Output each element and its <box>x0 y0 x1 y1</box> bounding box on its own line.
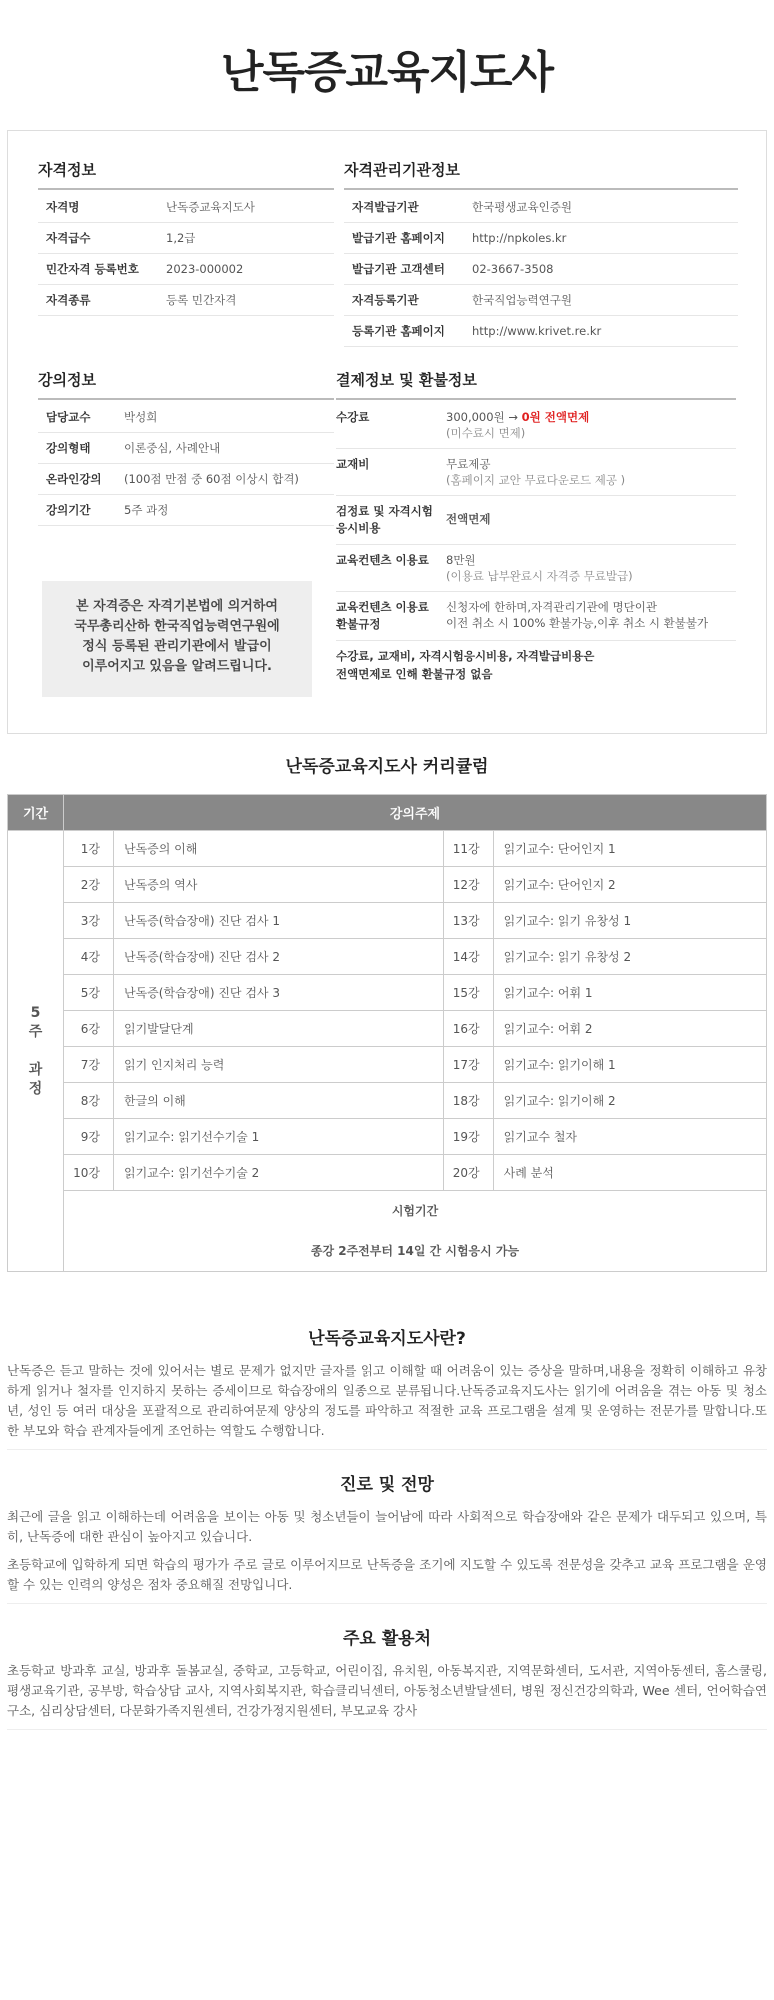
table-row <box>8 867 767 903</box>
org-info-label: 자격등록기관 <box>352 293 419 307</box>
lecture-subject: 읽기발달단계 <box>114 1011 444 1047</box>
lecture-subject: 읽기교수 철자 <box>493 1119 766 1155</box>
notice-line: 국무총리산하 한국직업능력연구원에 <box>74 619 280 634</box>
info-box <box>7 130 767 734</box>
lecture-number: 10강 <box>64 1155 114 1191</box>
lecture-subject: 읽기교수: 읽기 유창성 1 <box>493 903 766 939</box>
section-paragraph: 초등학교에 입학하게 되면 학습의 평가가 주로 글로 이루어지므로 난독증을 조기에 지도할 수 있도록 전문성을 갖추고 교육 프로그램을 운영할 수 있는 인력의 양성은 점차 중요해질 전망입니다. <box>7 1557 767 1592</box>
lecture-number: 12강 <box>443 867 493 903</box>
org-info-section <box>344 159 738 347</box>
table-row <box>8 831 767 867</box>
lecture-subject: 난독증의 역사 <box>114 867 444 903</box>
lecture-subject: 읽기교수: 단어인지 1 <box>493 831 766 867</box>
qual-info-label: 자격종류 <box>46 293 91 307</box>
lecture-subject: 읽기교수: 읽기선수기술 2 <box>114 1155 444 1191</box>
lecture-info-row <box>38 433 334 464</box>
material-sub: (홈페이지 교안 무료다운로드 제공 ) <box>446 473 626 487</box>
info-section <box>7 1450 767 1604</box>
lecture-number: 11강 <box>443 831 493 867</box>
exam-fee-label: 검정료 및 자격시험 <box>336 504 433 518</box>
lecture-number: 13강 <box>443 903 493 939</box>
lecture-subject: 읽기 인지처리 능력 <box>114 1047 444 1083</box>
info-section <box>7 1304 767 1450</box>
material-label: 교재비 <box>336 457 370 471</box>
section-paragraph: 초등학교 방과후 교실, 방과후 돌봄교실, 중학교, 고등학교, 어린이집, 유치원, 아동복지관, 지역문화센터, 도서관, 지역아동센터, 홈스쿨링, 평생교육기관, 공부방, 학습상담 교사, 지역사회복지관, 학습클리닉센터, 아동청소년발달센터, 병원 정신건강의학과, Wee 센터, 언어학습연구소, 심리상담센터, 다문화가족지원센터, 건강가정지원센터, 부모교육 강사 <box>7 1663 767 1718</box>
qual-info-value: 난독증교육지도사 <box>166 200 255 214</box>
tuition-row <box>336 402 736 449</box>
refund-label-2: 환불규정 <box>336 617 381 631</box>
refund-note-line: 수강료, 교재비, 자격시험응시비용, 자격발급비용은 <box>336 649 595 663</box>
lecture-info-label: 온라인강의 <box>46 472 102 486</box>
refund-value: 신청자에 한하며,자격관리기관에 명단이관 <box>446 600 657 614</box>
lecture-info-row <box>38 495 334 526</box>
org-info-label: 자격발급기관 <box>352 200 419 214</box>
lecture-info-value: 5주 과정 <box>124 503 169 517</box>
period-cell <box>8 831 64 1272</box>
period-text: 5 <box>30 1004 41 1021</box>
notice-line: 정식 등록된 관리기관에서 발급이 <box>82 639 272 654</box>
lecture-number: 7강 <box>64 1047 114 1083</box>
org-info-row <box>344 223 738 254</box>
exam-fee-row <box>336 496 736 545</box>
lecture-subject: 난독증(학습장애) 진단 검사 1 <box>114 903 444 939</box>
org-info-label: 등록기관 홈페이지 <box>352 324 445 338</box>
material-row <box>336 449 736 496</box>
org-info-row <box>344 254 738 285</box>
lecture-info-value: (100점 만점 중 60점 이상시 합격) <box>124 472 299 486</box>
lecture-subject: 읽기교수: 읽기이해 2 <box>493 1083 766 1119</box>
lecture-number: 9강 <box>64 1119 114 1155</box>
lecture-number: 2강 <box>64 867 114 903</box>
lecture-info-heading: 강의정보 <box>38 369 334 400</box>
certification-notice <box>42 581 312 697</box>
notice-line: 본 자격증은 자격기본법에 의거하여 <box>76 599 278 614</box>
lecture-number: 16강 <box>443 1011 493 1047</box>
lecture-subject: 난독증의 이해 <box>114 831 444 867</box>
refund-value-2: 이전 취소 시 100% 환불가능,이후 취소 시 환불불가 <box>446 616 709 630</box>
tuition-label: 수강료 <box>336 410 370 424</box>
org-info-value: http://npkoles.kr <box>472 231 567 245</box>
lecture-subject: 읽기교수: 읽기 유창성 2 <box>493 939 766 975</box>
org-info-row <box>344 285 738 316</box>
qual-info-value: 2023-000002 <box>166 262 244 276</box>
lecture-info-section <box>38 369 334 526</box>
content-fee-row <box>336 545 736 592</box>
lecture-number: 5강 <box>64 975 114 1011</box>
period-text: 주 <box>28 1023 43 1040</box>
section-title: 주요 활용처 <box>342 1629 432 1649</box>
lecture-number: 1강 <box>64 831 114 867</box>
content-fee-value: 8만원 <box>446 553 476 567</box>
lecture-number: 3강 <box>64 903 114 939</box>
qual-info-row <box>38 254 334 285</box>
qual-info-section <box>38 159 334 316</box>
lecture-subject: 읽기교수: 어휘 1 <box>493 975 766 1011</box>
table-row <box>8 1155 767 1191</box>
refund-row <box>336 592 736 641</box>
lecture-number: 8강 <box>64 1083 114 1119</box>
payment-heading: 결제정보 및 환불정보 <box>336 369 736 400</box>
lecture-number: 15강 <box>443 975 493 1011</box>
refund-label: 교육컨텐츠 이용료 <box>336 600 429 614</box>
exam-row <box>8 1191 767 1272</box>
lecture-number: 19강 <box>443 1119 493 1155</box>
section-paragraph: 최근에 글을 읽고 이해하는데 어려움을 보이는 아동 및 청소년들이 늘어남에 따라 사회적으로 학습장애와 같은 문제가 대두되고 있으며, 특히, 난독증에 대한 관심이 높아지고 있습니다. <box>7 1509 767 1544</box>
lecture-subject: 읽기교수: 어휘 2 <box>493 1011 766 1047</box>
period-text: 과 <box>28 1061 43 1078</box>
qual-info-label: 자격명 <box>46 200 80 214</box>
lecture-subject: 한글의 이해 <box>114 1083 444 1119</box>
org-info-value: 02-3667-3508 <box>472 262 554 276</box>
lecture-number: 6강 <box>64 1011 114 1047</box>
lecture-number: 4강 <box>64 939 114 975</box>
org-info-value: http://www.krivet.re.kr <box>472 324 602 338</box>
lecture-info-row <box>38 464 334 495</box>
table-row <box>8 1083 767 1119</box>
section-title: 진로 및 전망 <box>340 1475 434 1495</box>
lecture-number: 18강 <box>443 1083 493 1119</box>
lecture-info-row <box>38 402 334 433</box>
lecture-info-label: 강의형태 <box>46 441 91 455</box>
exam-fee-label-2: 응시비용 <box>336 521 381 535</box>
header-subject: 강의주제 <box>64 795 767 831</box>
org-info-value: 한국직업능력연구원 <box>472 293 572 307</box>
lecture-subject: 난독증(학습장애) 진단 검사 2 <box>114 939 444 975</box>
period-text: 정 <box>28 1080 43 1097</box>
tuition-price: 300,000원 → <box>446 410 522 424</box>
lecture-info-value: 이론중심, 사례안내 <box>124 441 221 455</box>
lecture-info-label: 담당교수 <box>46 410 91 424</box>
qual-info-label: 민간자격 등록번호 <box>46 262 139 276</box>
lecture-subject: 읽기교수: 단어인지 2 <box>493 867 766 903</box>
content-fee-sub: (이용료 납부완료시 자격증 무료발급) <box>446 569 633 583</box>
notice-line: 이루어지고 있음을 알려드립니다. <box>82 659 272 674</box>
table-row <box>8 1011 767 1047</box>
exam-title: 시험기간 <box>391 1204 439 1218</box>
org-info-row <box>344 316 738 347</box>
qual-info-row <box>38 192 334 223</box>
qual-info-value: 등록 민간자격 <box>166 293 237 307</box>
table-row <box>8 975 767 1011</box>
qual-info-heading: 자격정보 <box>38 159 334 190</box>
org-info-label: 발급기관 고객센터 <box>352 262 445 276</box>
lecture-subject: 읽기교수: 읽기이해 1 <box>493 1047 766 1083</box>
exam-text: 종강 2주전부터 14일 간 시험응시 가능 <box>310 1244 520 1258</box>
org-info-label: 발급기관 홈페이지 <box>352 231 445 245</box>
info-section <box>7 1604 767 1730</box>
page-title: 난독증교육지도사 <box>220 47 554 98</box>
section-paragraph: 난독증은 듣고 말하는 것에 있어서는 별로 문제가 없지만 글자를 읽고 이해할 때 어려움이 있는 증상을 말하며,내용을 정확히 이해하고 유창하게 읽거나 철자를 인지하지 못하는 증세이므로 학습장애의 일종으로 분류됩니다.난독증교육지도사는 읽기에 어려움을 겪는 아동 및 청소년, 성인 등 여러 대상을 포괄적으로 관리하여문제 양상의 정도를 파악하고 적절한 교육 프로그램을 설계 및 운영하는 전문가를 말합니다.또한 부모와 학습 관계자들에게 조언하는 역할도 수행합니다. <box>7 1363 767 1438</box>
material-value: 무료제공 <box>446 457 491 471</box>
exam-fee-value: 전액면제 <box>446 512 491 526</box>
lecture-number: 17강 <box>443 1047 493 1083</box>
lecture-subject: 난독증(학습장애) 진단 검사 3 <box>114 975 444 1011</box>
curriculum-table <box>7 794 767 1272</box>
period-text <box>8 1042 63 1061</box>
lecture-subject: 사례 분석 <box>493 1155 766 1191</box>
lecture-subject: 읽기교수: 읽기선수기술 1 <box>114 1119 444 1155</box>
lecture-number: 14강 <box>443 939 493 975</box>
payment-section <box>336 369 736 683</box>
curriculum-title: 난독증교육지도사 커리큘럼 <box>285 757 489 777</box>
tuition-free: 0원 전액면제 <box>521 410 590 424</box>
org-info-value: 한국평생교육인증원 <box>472 200 572 214</box>
table-row <box>8 939 767 975</box>
org-info-row <box>344 192 738 223</box>
section-title: 난독증교육지도사란? <box>308 1329 466 1349</box>
qual-info-row <box>38 223 334 254</box>
refund-note-line: 전액면제로 인해 환불규정 없음 <box>336 667 493 681</box>
qual-info-label: 자격급수 <box>46 231 91 245</box>
qual-info-value: 1,2급 <box>166 231 196 245</box>
exam-period-cell <box>64 1191 767 1272</box>
qual-info-row <box>38 285 334 316</box>
lecture-number: 20강 <box>443 1155 493 1191</box>
refund-note <box>336 641 736 683</box>
table-row <box>8 1047 767 1083</box>
org-info-heading: 자격관리기관정보 <box>344 159 738 190</box>
header-period: 기간 <box>8 795 64 831</box>
content-fee-label: 교육컨텐츠 이용료 <box>336 553 429 567</box>
table-row <box>8 903 767 939</box>
lecture-info-label: 강의기간 <box>46 503 91 517</box>
table-row <box>8 1119 767 1155</box>
lecture-info-value: 박성희 <box>124 410 158 424</box>
tuition-sub: (미수료시 면제) <box>446 426 526 440</box>
